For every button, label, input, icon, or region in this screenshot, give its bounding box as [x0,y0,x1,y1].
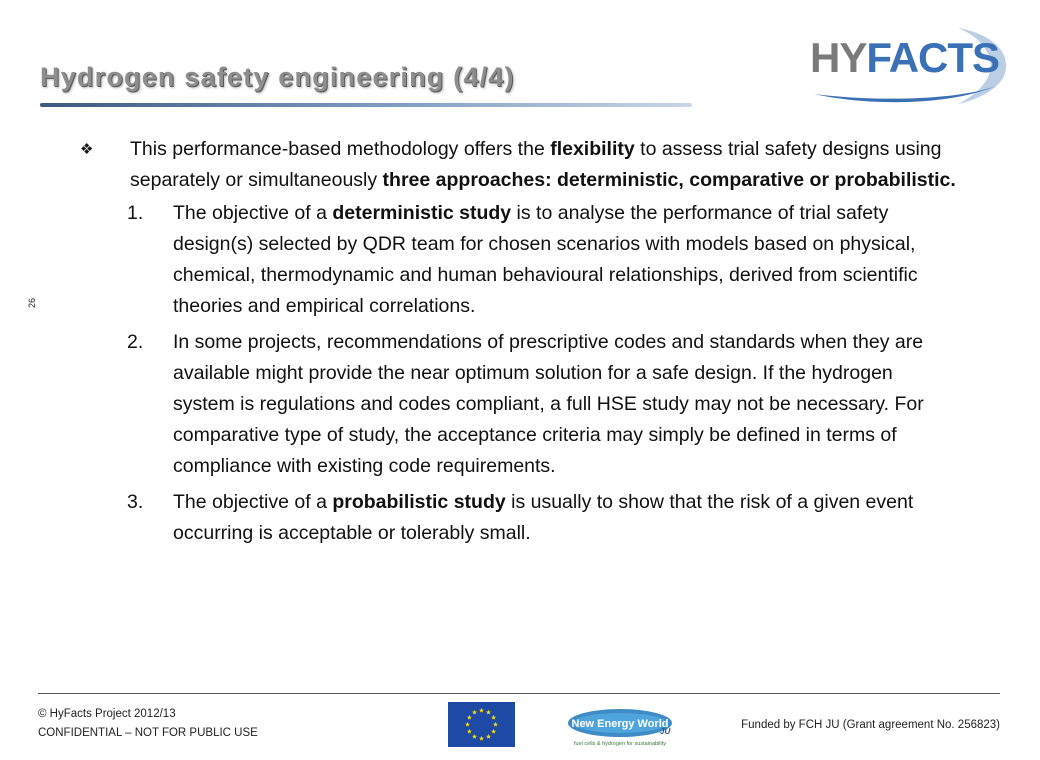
eu-star-icon [479,736,484,741]
main-bullet-text [130,134,958,196]
list-item-number: 2. [127,331,144,353]
footer-divider [38,693,1000,694]
bold-text: three approaches: deterministic, comparative or probabilistic. [382,169,956,191]
eu-star-icon [486,734,491,739]
bold-text: flexibility [550,138,635,160]
logo-hy-text: HY [810,34,867,81]
logo-facts-text: FACTS [866,34,1000,81]
numbered-list [78,198,958,549]
diamond-bullet-icon: ❖ [80,141,94,158]
eu-flag-icon [448,702,515,747]
list-item-number: 1. [127,202,144,224]
slide-content [78,134,958,549]
eu-star-icon [472,734,477,739]
new-energy-world-logo [568,704,680,749]
list-item [127,198,958,322]
list-item-text [173,487,958,549]
eu-star-icon [491,729,496,734]
list-item-text [173,198,958,322]
list-item-text [173,327,958,482]
eu-star-icon [479,708,484,713]
footer-funding: Funded by FCH JU (Grant agreement No. 256823) [741,719,1000,731]
footer-left [38,705,258,743]
slide-title: Hydrogen safety engineering (4/4) [40,62,515,92]
eu-star-icon [491,715,496,720]
new-energy-world-ju: JU [660,727,671,736]
title-underline [40,103,692,107]
body-text: is to analyse the performance of trial safety design(s) selected by QDR team for chosen scenarios with models based on physical, chemical, thermodynamic and human behavioural relationships, derived from scientific theories and empirical correlations. [173,202,918,317]
body-text: The objective of a [173,491,333,513]
footer-confidential: CONFIDENTIAL – NOT FOR PUBLIC USE [38,727,258,739]
eu-star-icon [493,722,498,727]
eu-star-icon [486,710,491,715]
list-item-number: 3. [127,491,144,513]
new-energy-world-text: New Energy World [571,718,669,730]
eu-star-icon [472,710,477,715]
main-bullet [78,134,958,196]
body-text: is usually to show that the risk of a given event occurring is acceptable or tolerably small. [173,491,914,544]
new-energy-world-tagline: fuel cells & hydrogen for sustainability [573,741,667,747]
body-text: The objective of a [173,202,333,224]
body-text: This performance-based methodology offers the [130,138,551,160]
bold-text: deterministic study [332,202,512,224]
page-number: 26 [27,297,37,308]
eu-star-icon [467,715,472,720]
bold-text: probabilistic study [332,491,506,513]
eu-star-icon [465,722,470,727]
list-item [127,327,958,482]
list-item [127,487,958,549]
body-text: to assess trial safety designs using separately or simultaneously [130,138,942,191]
svg-text:HYFACTS [810,34,999,81]
footer-copyright: © HyFacts Project 2012/13 [38,708,176,720]
eu-star-icon [467,729,472,734]
body-text: In some projects, recommendations of prescriptive codes and standards when they are available might provide the near optimum solution for a safe design. If the hydrogen system is regulations and codes compliant, a full HSE study may not be necessary. For comparative type of study, the acceptance criteria may simply be defined in terms of compliance with existing code requirements. [173,331,924,477]
hyfacts-logo [808,20,1013,106]
